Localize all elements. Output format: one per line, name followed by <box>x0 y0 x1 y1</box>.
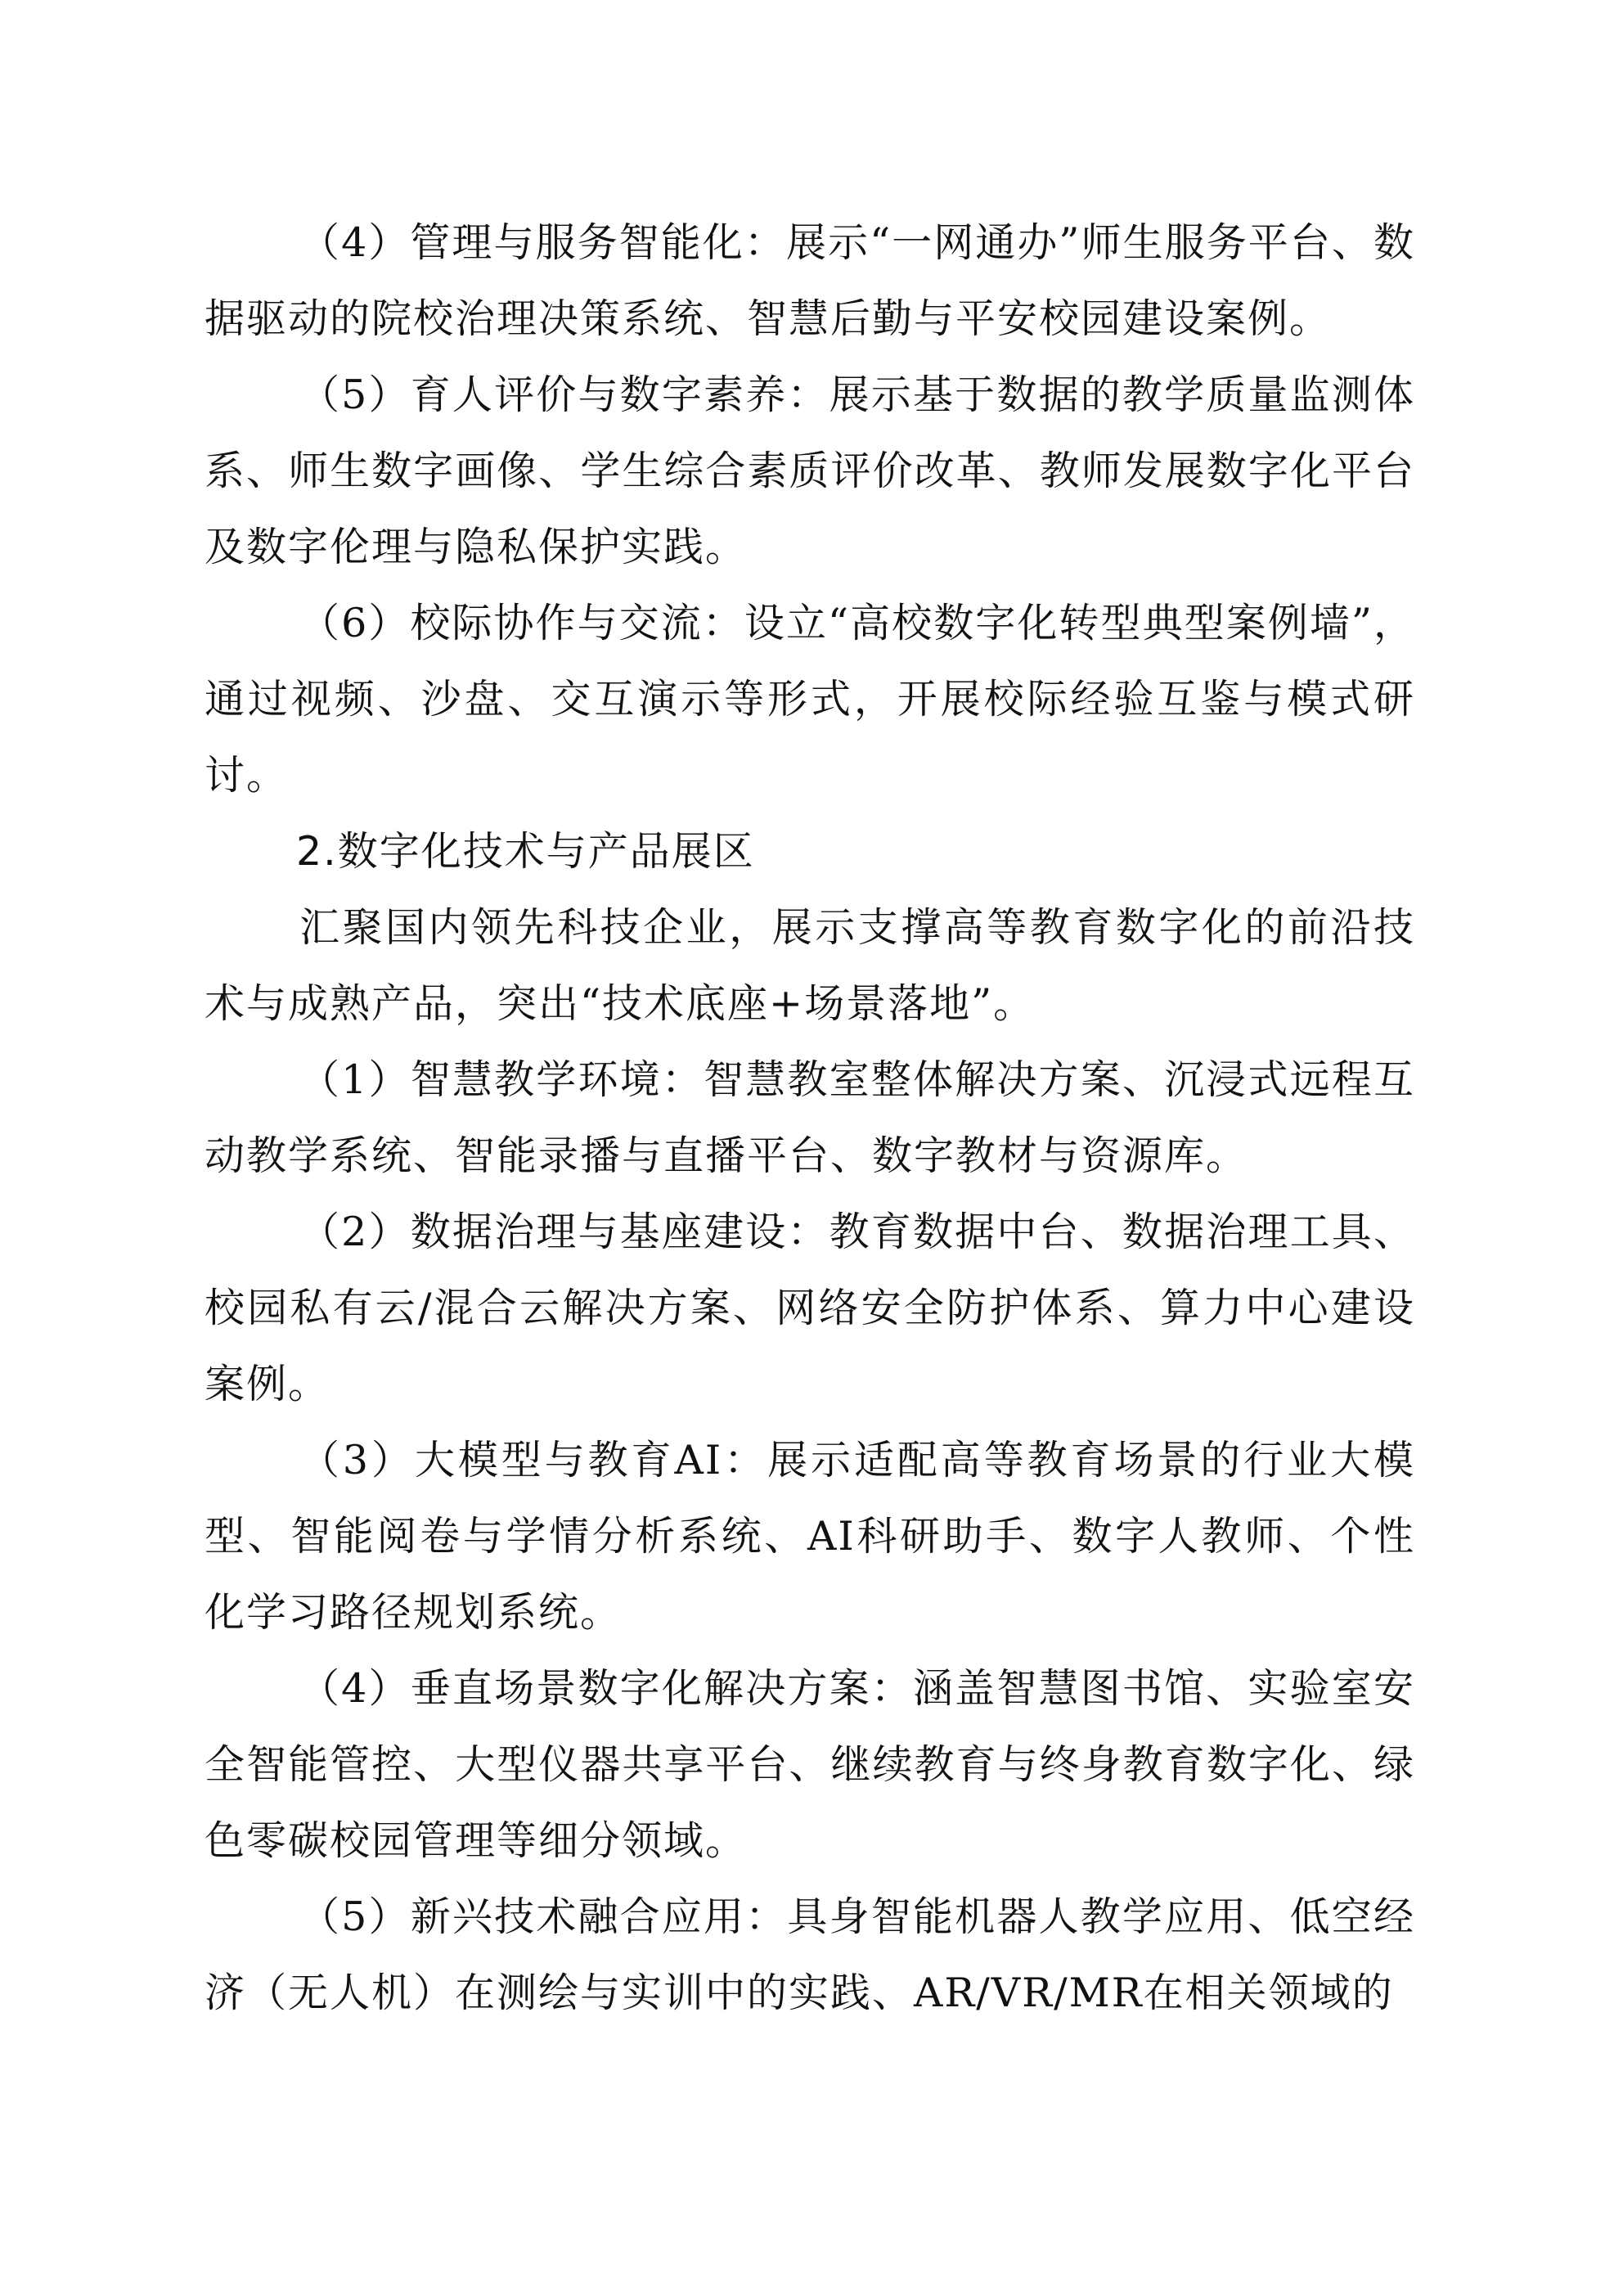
paragraph-inter-school-collaboration: （6）校际协作与交流：设立“高校数字化转型典型案例墙”，通过视频、沙盘、交互演示等形式，开展校际经验互鉴与模式研讨。 <box>205 600 1415 799</box>
paragraph-data-governance: （2）数据治理与基座建设：教育数据中台、数据治理工具、校园私有云/混合云解决方案、网络安全防护体系、算力中心建设案例。 <box>205 1209 1415 1407</box>
paragraph-large-models-ai: （3）大模型与教育AI：展示适配高等教育场景的行业大模型、智能阅卷与学情分析系统、AI科研助手、数字人教师、个性化学习路径规划系统。 <box>205 1437 1415 1636</box>
paragraph-emerging-tech: （5）新兴技术融合应用：具身智能机器人教学应用、低空经济（无人机）在测绘与实训中的实践、AR/VR/MR在相关领域的 <box>205 1893 1415 2016</box>
section-heading-tech-products: 2.数字化技术与产品展区 <box>296 828 755 875</box>
document-page <box>205 205 1415 2031</box>
paragraph-management-services: （4）管理与服务智能化：展示“一网通办”师生服务平台、数据驱动的院校治理决策系统、智慧后勤与平安校园建设案例。 <box>205 219 1415 342</box>
paragraph-vertical-scenarios: （4）垂直场景数字化解决方案：涵盖智慧图书馆、实验室安全智能管控、大型仪器共享平台、继续教育与终身教育数字化、绿色零碳校园管理等细分领域。 <box>205 1665 1415 1864</box>
paragraph-evaluation-literacy: （5）育人评价与数字素养：展示基于数据的教学质量监测体系、师生数字画像、学生综合素质评价改革、教师发展数字化平台及数字伦理与隐私保护实践。 <box>205 371 1415 570</box>
paragraph-smart-teaching: （1）智慧教学环境：智慧教室整体解决方案、沉浸式远程互动教学系统、智能录播与直播平台、数字教材与资源库。 <box>205 1056 1415 1179</box>
paragraph-section-intro: 汇聚国内领先科技企业，展示支撑高等教育数字化的前沿技术与成熟产品，突出“技术底座+场景落地”。 <box>205 904 1415 1027</box>
